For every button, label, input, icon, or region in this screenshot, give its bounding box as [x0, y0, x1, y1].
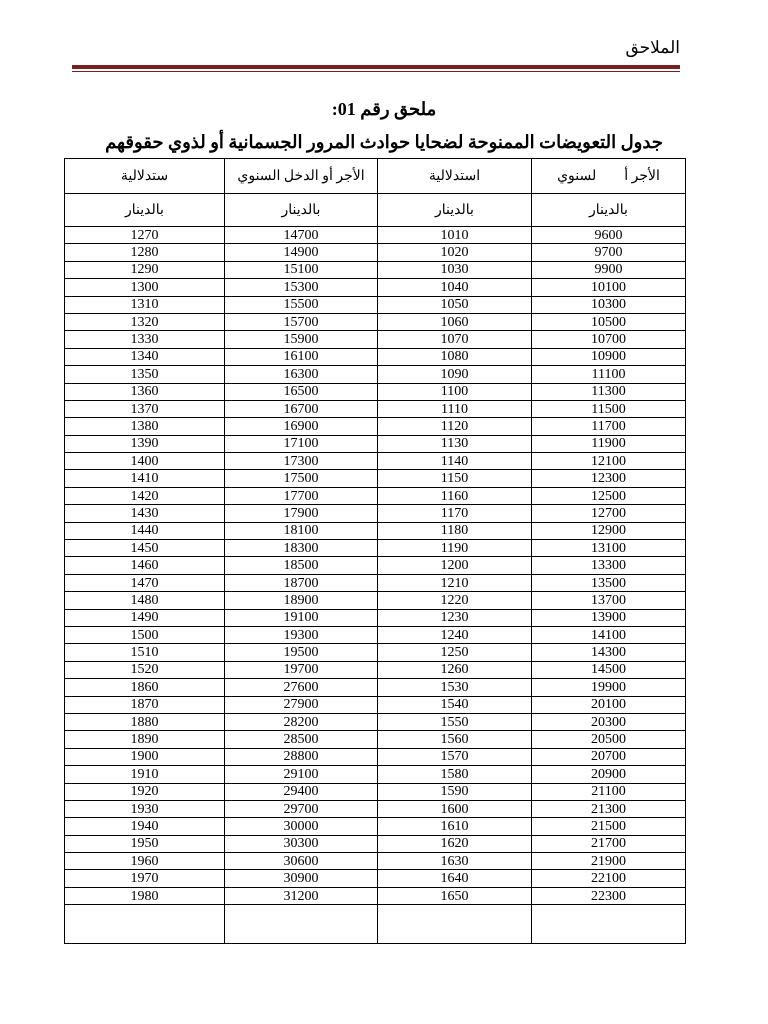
table-cell: 1380 [65, 418, 225, 435]
table-row [65, 470, 686, 487]
table-cell: 17500 [225, 470, 378, 487]
table-cell: 9900 [532, 261, 686, 278]
table-row [65, 400, 686, 417]
table-cell: 22300 [532, 887, 686, 904]
table-cell: 15900 [225, 331, 378, 348]
table-cell: 1170 [378, 505, 532, 522]
unit-cell: بالدينار [532, 194, 686, 227]
table-cell: 14300 [532, 644, 686, 661]
table-row [65, 313, 686, 330]
table-cell: 19500 [225, 644, 378, 661]
table-cell: 1630 [378, 853, 532, 870]
table-cell: 9700 [532, 244, 686, 261]
table-cell: 13100 [532, 540, 686, 557]
table-cell: 28500 [225, 731, 378, 748]
table-cell: 1320 [65, 313, 225, 330]
table-cell: 16700 [225, 400, 378, 417]
table-cell: 1550 [378, 713, 532, 730]
table-row [65, 227, 686, 244]
table-row [65, 487, 686, 504]
table-cell: 1480 [65, 592, 225, 609]
table-row [65, 783, 686, 800]
table-cell: 20100 [532, 696, 686, 713]
table-cell: 1350 [65, 366, 225, 383]
table-row [65, 800, 686, 817]
compensation-table [64, 158, 686, 944]
table-cell: 15500 [225, 296, 378, 313]
table-cell: 10300 [532, 296, 686, 313]
table-cell: 1510 [65, 644, 225, 661]
table-cell: 1040 [378, 279, 532, 296]
table-cell: 1130 [378, 435, 532, 452]
table-cell: 27900 [225, 696, 378, 713]
table-cell: 1950 [65, 835, 225, 852]
header-row [65, 159, 686, 194]
table-cell: 16900 [225, 418, 378, 435]
table-row [65, 887, 686, 904]
table-cell: 1030 [378, 261, 532, 278]
table-cell: 31200 [225, 887, 378, 904]
table-cell: 1340 [65, 348, 225, 365]
table-cell: 1620 [378, 835, 532, 852]
table-row [65, 679, 686, 696]
table-cell: 30300 [225, 835, 378, 852]
table-cell: 1650 [378, 887, 532, 904]
table-row [65, 574, 686, 591]
table-cell: 1910 [65, 766, 225, 783]
table-cell: 9600 [532, 227, 686, 244]
table-cell: 21100 [532, 783, 686, 800]
table-cell: 17900 [225, 505, 378, 522]
table-row [65, 453, 686, 470]
table-cell: 17100 [225, 435, 378, 452]
table-cell: 1570 [378, 748, 532, 765]
empty-row [65, 905, 686, 944]
table-cell: 1410 [65, 470, 225, 487]
empty-cell [225, 905, 378, 944]
table-cell: 30600 [225, 853, 378, 870]
table-cell: 19900 [532, 679, 686, 696]
table-row [65, 644, 686, 661]
table-cell: 29700 [225, 800, 378, 817]
table-cell: 1090 [378, 366, 532, 383]
table-row [65, 348, 686, 365]
unit-row [65, 194, 686, 227]
table-cell: 1360 [65, 383, 225, 400]
table-cell: 12700 [532, 505, 686, 522]
table-cell: 14100 [532, 626, 686, 643]
table-cell: 1330 [65, 331, 225, 348]
table-cell: 13900 [532, 609, 686, 626]
table-cell: 1250 [378, 644, 532, 661]
table-cell: 16100 [225, 348, 378, 365]
table-cell: 1190 [378, 540, 532, 557]
table-row [65, 383, 686, 400]
table-cell: 18700 [225, 574, 378, 591]
table-cell: 1600 [378, 800, 532, 817]
table-cell: 1560 [378, 731, 532, 748]
table-cell: 1920 [65, 783, 225, 800]
table-row [65, 418, 686, 435]
table-cell: 1120 [378, 418, 532, 435]
table-cell: 1390 [65, 435, 225, 452]
table-cell: 13500 [532, 574, 686, 591]
table-cell: 1430 [65, 505, 225, 522]
table-cell: 1980 [65, 887, 225, 904]
table-row [65, 592, 686, 609]
table-cell: 18900 [225, 592, 378, 609]
table-cell: 17300 [225, 453, 378, 470]
table-cell: 1870 [65, 696, 225, 713]
table-cell: 29400 [225, 783, 378, 800]
table-cell: 1160 [378, 487, 532, 504]
table-cell: 21900 [532, 853, 686, 870]
table-cell: 18100 [225, 522, 378, 539]
table-cell: 11900 [532, 435, 686, 452]
table-cell: 10100 [532, 279, 686, 296]
table-row [65, 818, 686, 835]
table-cell: 1280 [65, 244, 225, 261]
table-cell: 1590 [378, 783, 532, 800]
annex-title: ملحق رقم 01: [331, 99, 437, 119]
table-cell: 10900 [532, 348, 686, 365]
table-cell: 28800 [225, 748, 378, 765]
empty-cell [65, 905, 225, 944]
table-row [65, 244, 686, 261]
table-cell: 1540 [378, 696, 532, 713]
table-cell: 1060 [378, 313, 532, 330]
table-cell: 19300 [225, 626, 378, 643]
table-cell: 12300 [532, 470, 686, 487]
table-cell: 11500 [532, 400, 686, 417]
table-cell: 22100 [532, 870, 686, 887]
table-row [65, 748, 686, 765]
table-cell: 21300 [532, 800, 686, 817]
table-cell: 29100 [225, 766, 378, 783]
table-caption: جدول التعويضات الممنوحة لضحايا حوادث المرور الجسمانية أو لذوي حقوقهم [105, 132, 663, 152]
table-cell: 1230 [378, 609, 532, 626]
table-cell: 12900 [532, 522, 686, 539]
table-row [65, 522, 686, 539]
table-cell: 1290 [65, 261, 225, 278]
table-cell: 28200 [225, 713, 378, 730]
table-cell: 13300 [532, 557, 686, 574]
table-cell: 1860 [65, 679, 225, 696]
unit-cell: بالدينار [225, 194, 378, 227]
table-cell: 16300 [225, 366, 378, 383]
table-cell: 1020 [378, 244, 532, 261]
running-head: الملاحق [625, 38, 680, 57]
table-cell: 1010 [378, 227, 532, 244]
table-cell: 18300 [225, 540, 378, 557]
table-row [65, 870, 686, 887]
table-row [65, 296, 686, 313]
table-cell: 1610 [378, 818, 532, 835]
table-cell: 30000 [225, 818, 378, 835]
table-cell: 1520 [65, 661, 225, 678]
table-row [65, 261, 686, 278]
table-cell: 15100 [225, 261, 378, 278]
table-cell: 16500 [225, 383, 378, 400]
table-row [65, 853, 686, 870]
table-row [65, 696, 686, 713]
table-body [65, 227, 686, 944]
table-cell: 1470 [65, 574, 225, 591]
table-cell: 1150 [378, 470, 532, 487]
table-cell: 11300 [532, 383, 686, 400]
table-cell: 1110 [378, 400, 532, 417]
header-rule-thin [72, 71, 680, 72]
header-col1: ستدلالية [65, 159, 225, 194]
table-cell: 20700 [532, 748, 686, 765]
table-cell: 1940 [65, 818, 225, 835]
header-col2: الأجر أو الدخل السنوي [225, 159, 378, 194]
table-cell: 1270 [65, 227, 225, 244]
table-cell: 1050 [378, 296, 532, 313]
table-cell: 1530 [378, 679, 532, 696]
table-row [65, 366, 686, 383]
table-cell: 10500 [532, 313, 686, 330]
table-cell: 15300 [225, 279, 378, 296]
table-cell: 1460 [65, 557, 225, 574]
table-cell: 1220 [378, 592, 532, 609]
table-cell: 19100 [225, 609, 378, 626]
table-cell: 1070 [378, 331, 532, 348]
header-rule-thick [72, 65, 680, 69]
table-cell: 17700 [225, 487, 378, 504]
table-cell: 1970 [65, 870, 225, 887]
table-cell: 11700 [532, 418, 686, 435]
table-cell: 1450 [65, 540, 225, 557]
table-cell: 1890 [65, 731, 225, 748]
empty-cell [532, 905, 686, 944]
table-cell: 21500 [532, 818, 686, 835]
table-cell: 1400 [65, 453, 225, 470]
table-cell: 20900 [532, 766, 686, 783]
table-row [65, 279, 686, 296]
table-row [65, 557, 686, 574]
table-cell: 1490 [65, 609, 225, 626]
table-cell: 1100 [378, 383, 532, 400]
table-row [65, 713, 686, 730]
table-row [65, 661, 686, 678]
table-cell: 1080 [378, 348, 532, 365]
table-cell: 12100 [532, 453, 686, 470]
table-cell: 14500 [532, 661, 686, 678]
table-cell: 27600 [225, 679, 378, 696]
table-cell: 14700 [225, 227, 378, 244]
table-cell: 1200 [378, 557, 532, 574]
table-row [65, 835, 686, 852]
table-row [65, 626, 686, 643]
table-cell: 1440 [65, 522, 225, 539]
table-cell: 1300 [65, 279, 225, 296]
table-row [65, 435, 686, 452]
table-cell: 1880 [65, 713, 225, 730]
table-cell: 1640 [378, 870, 532, 887]
table-row [65, 731, 686, 748]
table-cell: 20300 [532, 713, 686, 730]
table-row [65, 331, 686, 348]
table-cell: 1420 [65, 487, 225, 504]
table-cell: 1210 [378, 574, 532, 591]
table-cell: 1370 [65, 400, 225, 417]
table-cell: 20500 [532, 731, 686, 748]
table-cell: 11100 [532, 366, 686, 383]
table-cell: 18500 [225, 557, 378, 574]
table-cell: 1260 [378, 661, 532, 678]
table-cell: 12500 [532, 487, 686, 504]
table-row [65, 609, 686, 626]
table-cell: 1500 [65, 626, 225, 643]
table-cell: 30900 [225, 870, 378, 887]
header-col4: الأجر أ لسنوي [532, 159, 686, 194]
table-cell: 1310 [65, 296, 225, 313]
empty-cell [378, 905, 532, 944]
header-col3: استدلالية [378, 159, 532, 194]
unit-cell: بالدينار [378, 194, 532, 227]
unit-cell: بالدينار [65, 194, 225, 227]
table-cell: 19700 [225, 661, 378, 678]
table-cell: 1240 [378, 626, 532, 643]
table-cell: 1580 [378, 766, 532, 783]
table-cell: 10700 [532, 331, 686, 348]
table-row [65, 540, 686, 557]
table-cell: 13700 [532, 592, 686, 609]
table-cell: 21700 [532, 835, 686, 852]
table-cell: 1960 [65, 853, 225, 870]
table-row [65, 766, 686, 783]
table-cell: 1180 [378, 522, 532, 539]
table-cell: 1140 [378, 453, 532, 470]
table-cell: 1930 [65, 800, 225, 817]
table-cell: 14900 [225, 244, 378, 261]
table-cell: 1900 [65, 748, 225, 765]
table-cell: 15700 [225, 313, 378, 330]
table-row [65, 505, 686, 522]
